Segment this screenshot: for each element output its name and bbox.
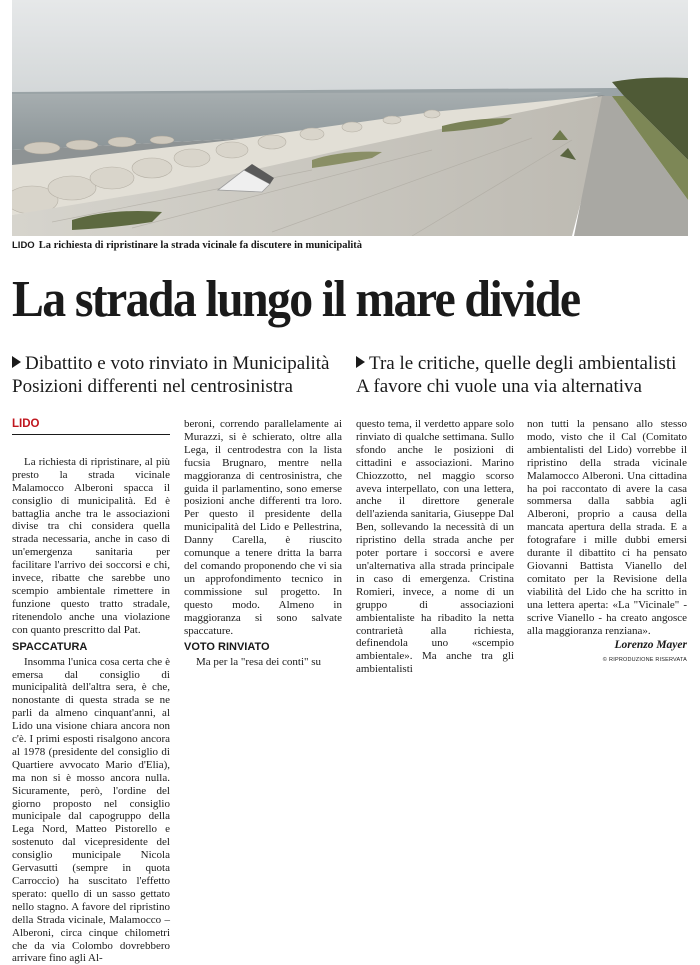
copyright-icon: © (602, 657, 608, 664)
caption-text: La richiesta di ripristinare la strada vicinale fa discutere in municipalità (38, 240, 363, 251)
copyright-notice: © RIPRODUZIONE RISERVATA (602, 657, 687, 664)
author-byline: Lorenzo Mayer (614, 639, 687, 652)
deck-right (356, 352, 700, 398)
paragraph: questo tema, il verdetto appare solo rinviato di qualche settimana. Sullo sfondo anche le posizioni di cittadini e associazioni. Marino Chiozzotto, nel maggio scorso aveva interpellato, con una lettera, anche il direttore generale dell'azienda sanitaria, Giuseppe Dal Ben, sollevando la necessità di un ripristino della strada anche per poter portare i soccorsi e avere un'alternativa alla strada principale in caso di emergenza. Cristina Romieri, invece, a nome di un gruppo di associazioni ambientaliste ha ribadito la netta contrarietà alla richiesta, definendola uno «scempio ambientale». Ma anche tra gli ambientalisti (356, 418, 514, 676)
paragraph: La richiesta di ripristinare, al più presto la strada vicinale Malamocco Alberoni spacca il consiglio di municipalità. Ed è battaglia anche tra le associazioni divise tra chi considera quella strada necessaria, anche in caso di un'emergenza sanitaria per facilitare l'arrivo dei soccorsi e chi, invece, ribatte che sarebbe uno scempio ambientale rimettere in funzione questo tratto stradale, ritenendolo anche una violazione con quanto prescritto dal Pat. (12, 455, 170, 636)
paragraph: non tutti la pensano allo stesso modo, visto che il Cal (Comitato ambientalisti del Lido) vorrebbe il ripristino della strada vicinale Malamocco Alberoni. Una cittadina ha poi raccontato di avere la casa sommersa dalla sabbia agli Alberoni, proprio a causa della mancata apertura della strada. E a fotografare i mille dubbi emersi durante il dibattito ci ha pensato Giovanni Battista Vianello del comitato per la Revisione della viabilità del Lido che ha scritto in una lettera aperta: «La "Vicinale" - scrive Vianello - ha creato angosce alla maggioranza renziana». (527, 418, 687, 637)
deck-left-line2: Posizioni differenti nel centrosinistra (12, 376, 293, 397)
article-column-1 (12, 418, 170, 965)
article-column-2 (184, 418, 342, 669)
deck-left-line1: Dibattito e voto rinviato in Municipalità (25, 353, 330, 374)
article-column-4 (527, 418, 687, 667)
triangle-bullet-icon (356, 356, 365, 368)
subhead-spaccatura: SPACCATURA (12, 640, 88, 653)
caption-location-tag: LIDO (12, 240, 35, 251)
headline: La strada lungo il mare divide (12, 271, 580, 328)
deck-right-line1: Tra le critiche, quelle degli ambientalisti (369, 353, 677, 374)
subhead-voto-rinviato: VOTO RINVIATO (184, 641, 270, 654)
deck-left (12, 352, 352, 398)
paragraph: Insomma l'unica cosa certa che è emersa dal consiglio di municipalità dell'altra sera, è che, nonostante di questa strada se ne parli da almeno cinquant'anni, al Lido una visione chiara ancora non c'è. I primi esposti risalgono ancora al 1978 (presidente del consiglio di Quartiere avvocato Mario d'Elia), ma non si è mosso ancora nulla. Sicuramente, però, l'ordine del giorno proposto nel consiglio municipale dal capogruppo della Lega Nord, Matteo Pistorello e sostenuto dal vicepresidente del consiglio municipale Nicola Gervasutti (sempre in quota Carroccio) ha suscitato l'effetto sperato: quello di un sasso gettato nello stagno. A favore del ripristino della Strada vicinale, Malamocco – Alberoni, circa cinque chilometri che da via Colombo dovrebbero arrivare fino agli Al- (12, 655, 170, 965)
article-photo (12, 0, 688, 236)
seawall-photo (12, 0, 688, 236)
article-column-3 (356, 418, 514, 676)
paragraph: beroni, correndo parallelamente ai Murazzi, si è schierato, oltre alla Lega, il centrodestra con la lista fucsia Brugnaro, mentre nella maggioranza di centrosinistra, che guida il parlamentino, sono emerse posizioni anche differenti tra loro. Per questo il presidente della municipalità del Lido e Pellestrina, Danny Carella, è riuscito comunque a tenere dritta la barra del comando proponendo che vi sia un approfondimento tecnico in commissione sul progetto. In questo modo. Almeno in maggioranza si sono salvate spaccature. (184, 418, 342, 637)
deck-right-line2: A favore chi vuole una via alternativa (356, 376, 642, 397)
triangle-bullet-icon (12, 356, 21, 368)
section-label: LIDO (12, 418, 170, 435)
photo-caption (12, 239, 688, 253)
paragraph: Ma per la "resa dei conti" su (196, 656, 322, 669)
